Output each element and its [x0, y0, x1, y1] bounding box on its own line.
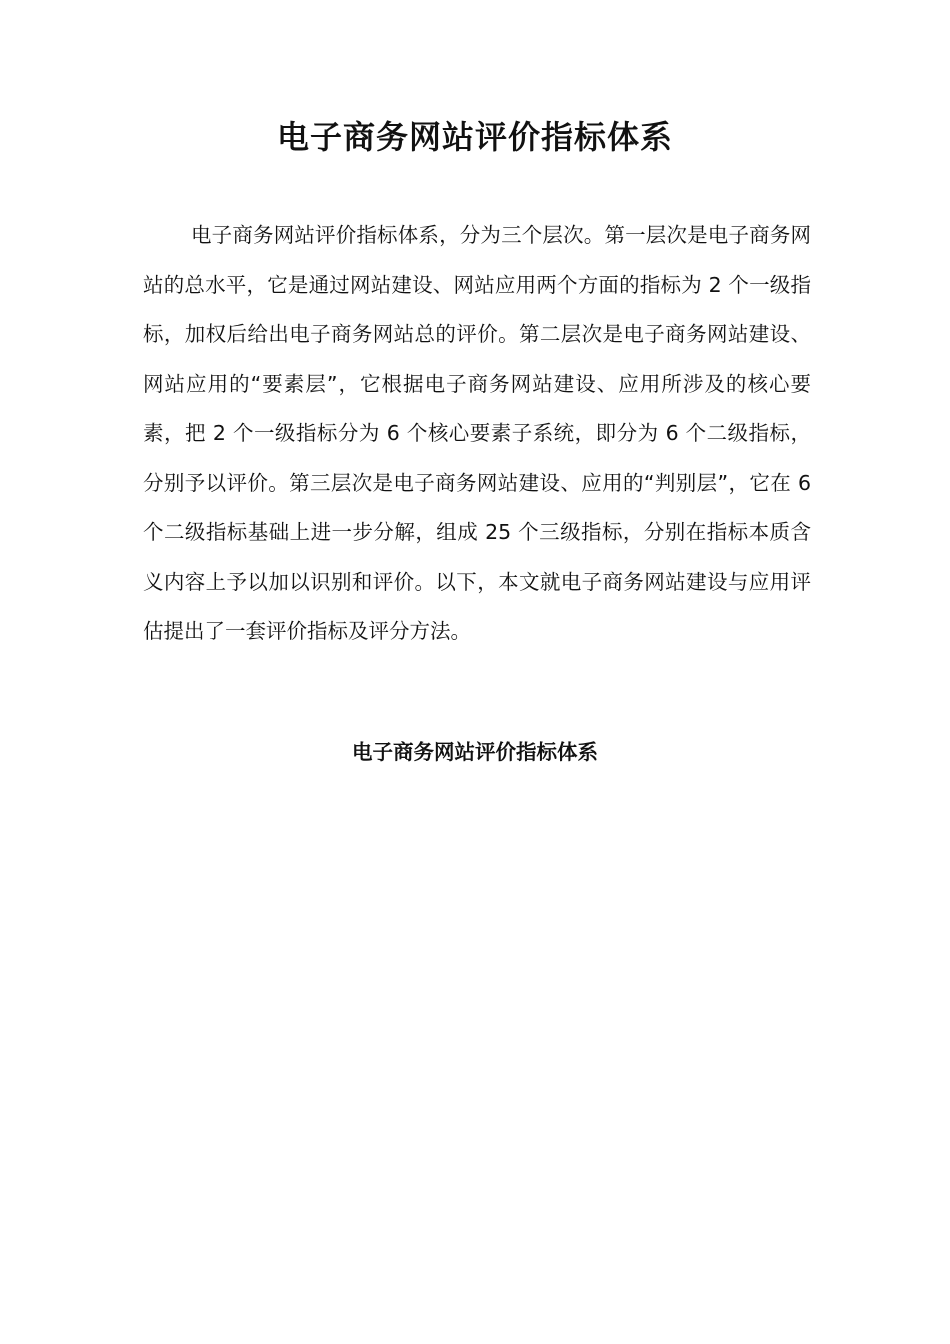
section-heading: 电子商务网站评价指标体系	[352, 740, 598, 764]
document-title: 电子商务网站评价指标体系	[276, 118, 673, 156]
body-paragraph: 电子商务网站评价指标体系，分为三个层次。第一层次是电子商务网站的总水平，它是通过网站建设、网站应用两个方面的指标为 2 个一级指标，加权后给出电子商务网站总的评价。第二层次是电子商务网站建设、网站应用的“要素层”，它根据电子商务网站建设、应用所涉及的核心要素，把 2 个一级指标分为 6 个核心要素子系统，即分为 6 个二级指标，分别予以评价。第三层次是电子商务网站建设、应用的“判别层”，它在 6 个二级指标基础上进一步分解，组成 25 个三级指标，分别在指标本质含义内容上予以加以识别和评价。以下，本文就电子商务网站建设与应用评估提出了一套评价指标及评分方法。	[143, 223, 811, 643]
